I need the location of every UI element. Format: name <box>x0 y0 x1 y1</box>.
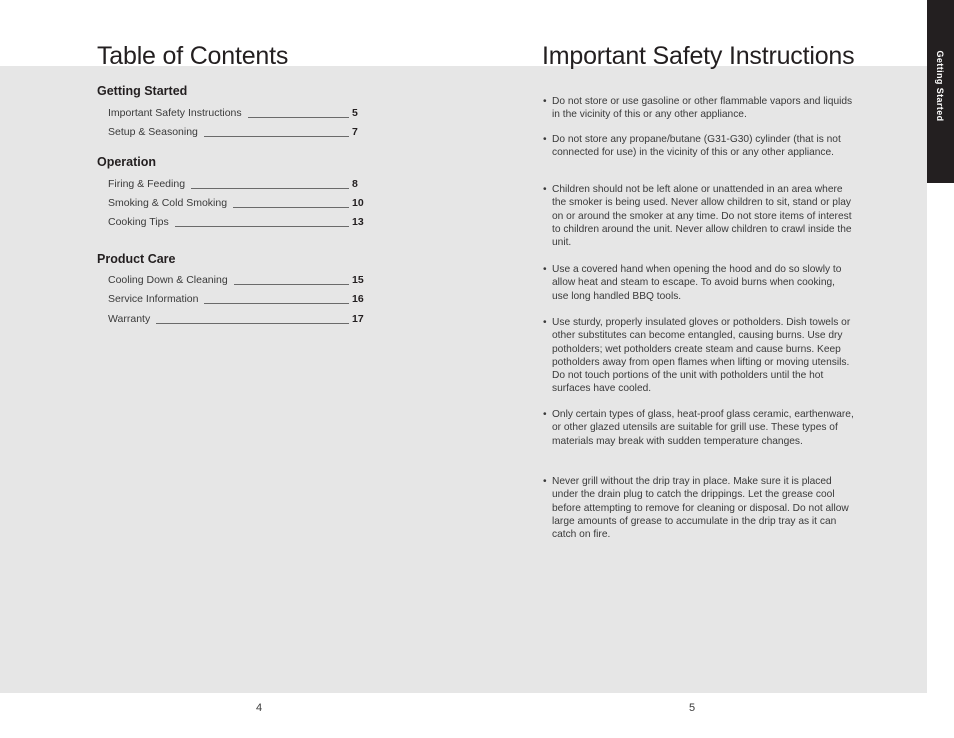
safety-bullet <box>542 475 854 541</box>
toc-leader-line <box>248 109 349 118</box>
page-number-right: 5 <box>689 702 696 714</box>
toc-leader-line <box>204 128 349 137</box>
toc-entry-setup-seasoning[interactable] <box>108 126 364 140</box>
toc-leader-line <box>156 315 349 324</box>
toc-entry-cooking-tips[interactable] <box>108 216 364 230</box>
safety-bullet-text: Never grill without the drip tray in place. Make sure it is placed under the drain plug to catch the drippings. Let the grease cool before attempting to remove for cleaning or disposal. Do not allow large amounts of grease to accumulate in the drip tray as it can catch on fire. <box>552 476 849 541</box>
safety-bullet-text: Children should not be left alone or unattended in an area where the smoker is being used. Never allow children to sit, stand or play on or around the smoker at any time. Do not store items of interest to children around the unit. Never allow children to crawl inside the unit. <box>552 184 852 249</box>
bullet-marker: • <box>543 264 547 275</box>
toc-entry-label: Cooking Tips <box>108 216 169 228</box>
safety-bullet-text: Do not store or use gasoline or other flammable vapors and liquids in the vicinity of this or any other appliance. <box>552 96 853 121</box>
toc-entry-page: 5 <box>352 107 358 119</box>
toc-leader-line <box>191 180 349 189</box>
toc-leader-line <box>204 295 349 304</box>
safety-bullet <box>542 316 854 396</box>
toc-entry-label: Service Information <box>108 293 199 305</box>
toc-section-product-care: Product Care <box>97 252 176 266</box>
bullet-marker: • <box>543 409 547 420</box>
toc-entry-page: 17 <box>352 313 364 325</box>
toc-entry-safety-instructions[interactable] <box>108 107 364 121</box>
safety-bullet <box>542 95 854 122</box>
toc-section-getting-started: Getting Started <box>97 84 188 98</box>
toc-entry-page: 10 <box>352 197 364 209</box>
bullet-marker: • <box>543 476 547 487</box>
toc-entry-page: 7 <box>352 126 358 138</box>
toc-entry-warranty[interactable] <box>108 313 364 327</box>
section-side-tab-label: Getting Started <box>935 50 945 122</box>
safety-bullet <box>542 133 854 160</box>
safety-bullet-text: Use sturdy, properly insulated gloves or potholders. Dish towels or other substitutes can become entangled, causing burns. Use dry potholders; wet potholders create steam and cause burns. Keep potholders away from open flames when lifting or moving utensils. Do not touch portions of the unit with potholders until the hot surfaces have cooled. <box>552 317 851 395</box>
bullet-marker: • <box>543 134 547 145</box>
page-number-left: 4 <box>256 702 263 714</box>
toc-entry-label: Important Safety Instructions <box>108 107 242 119</box>
section-side-tab-label-wrap <box>927 0 954 183</box>
safety-bullet-text: Do not store any propane/butane (G31-G30) cylinder (that is not connected for use) in the vicinity of this or any other appliance. <box>552 134 841 159</box>
toc-entry-page: 15 <box>352 274 364 286</box>
toc-entry-service-information[interactable] <box>108 293 364 307</box>
safety-bullet <box>542 183 854 249</box>
toc-leader-line <box>234 276 349 285</box>
toc-entry-label: Setup & Seasoning <box>108 126 198 138</box>
toc-entry-page: 13 <box>352 216 364 228</box>
toc-entry-smoking[interactable] <box>108 197 364 211</box>
toc-entry-page: 8 <box>352 178 358 190</box>
toc-entry-firing-feeding[interactable] <box>108 178 364 192</box>
safety-bullet-text: Use a covered hand when opening the hood and do so slowly to allow heat and steam to escape. To avoid burns when cooking, use long handled BBQ tools. <box>552 264 842 302</box>
safety-bullet-text: Only certain types of glass, heat-proof glass ceramic, earthenware, or other glazed utensils are suitable for grill use. These types of materials may break with sudden temperature changes. <box>552 409 854 447</box>
safety-title: Important Safety Instructions <box>542 42 855 70</box>
toc-entry-page: 16 <box>352 293 364 305</box>
toc-title: Table of Contents <box>97 42 289 70</box>
bullet-marker: • <box>543 317 547 328</box>
toc-leader-line <box>175 218 349 227</box>
bullet-marker: • <box>543 184 547 195</box>
toc-leader-line <box>233 199 349 208</box>
safety-bullet <box>542 263 854 303</box>
toc-entry-label: Firing & Feeding <box>108 178 186 190</box>
toc-entry-label: Cooling Down & Cleaning <box>108 274 228 286</box>
safety-bullet <box>542 408 854 448</box>
bullet-marker: • <box>543 96 547 107</box>
toc-entry-cooling-cleaning[interactable] <box>108 274 364 288</box>
toc-section-operation: Operation <box>97 155 157 169</box>
toc-entry-label: Smoking & Cold Smoking <box>108 197 228 209</box>
toc-entry-label: Warranty <box>108 313 151 325</box>
